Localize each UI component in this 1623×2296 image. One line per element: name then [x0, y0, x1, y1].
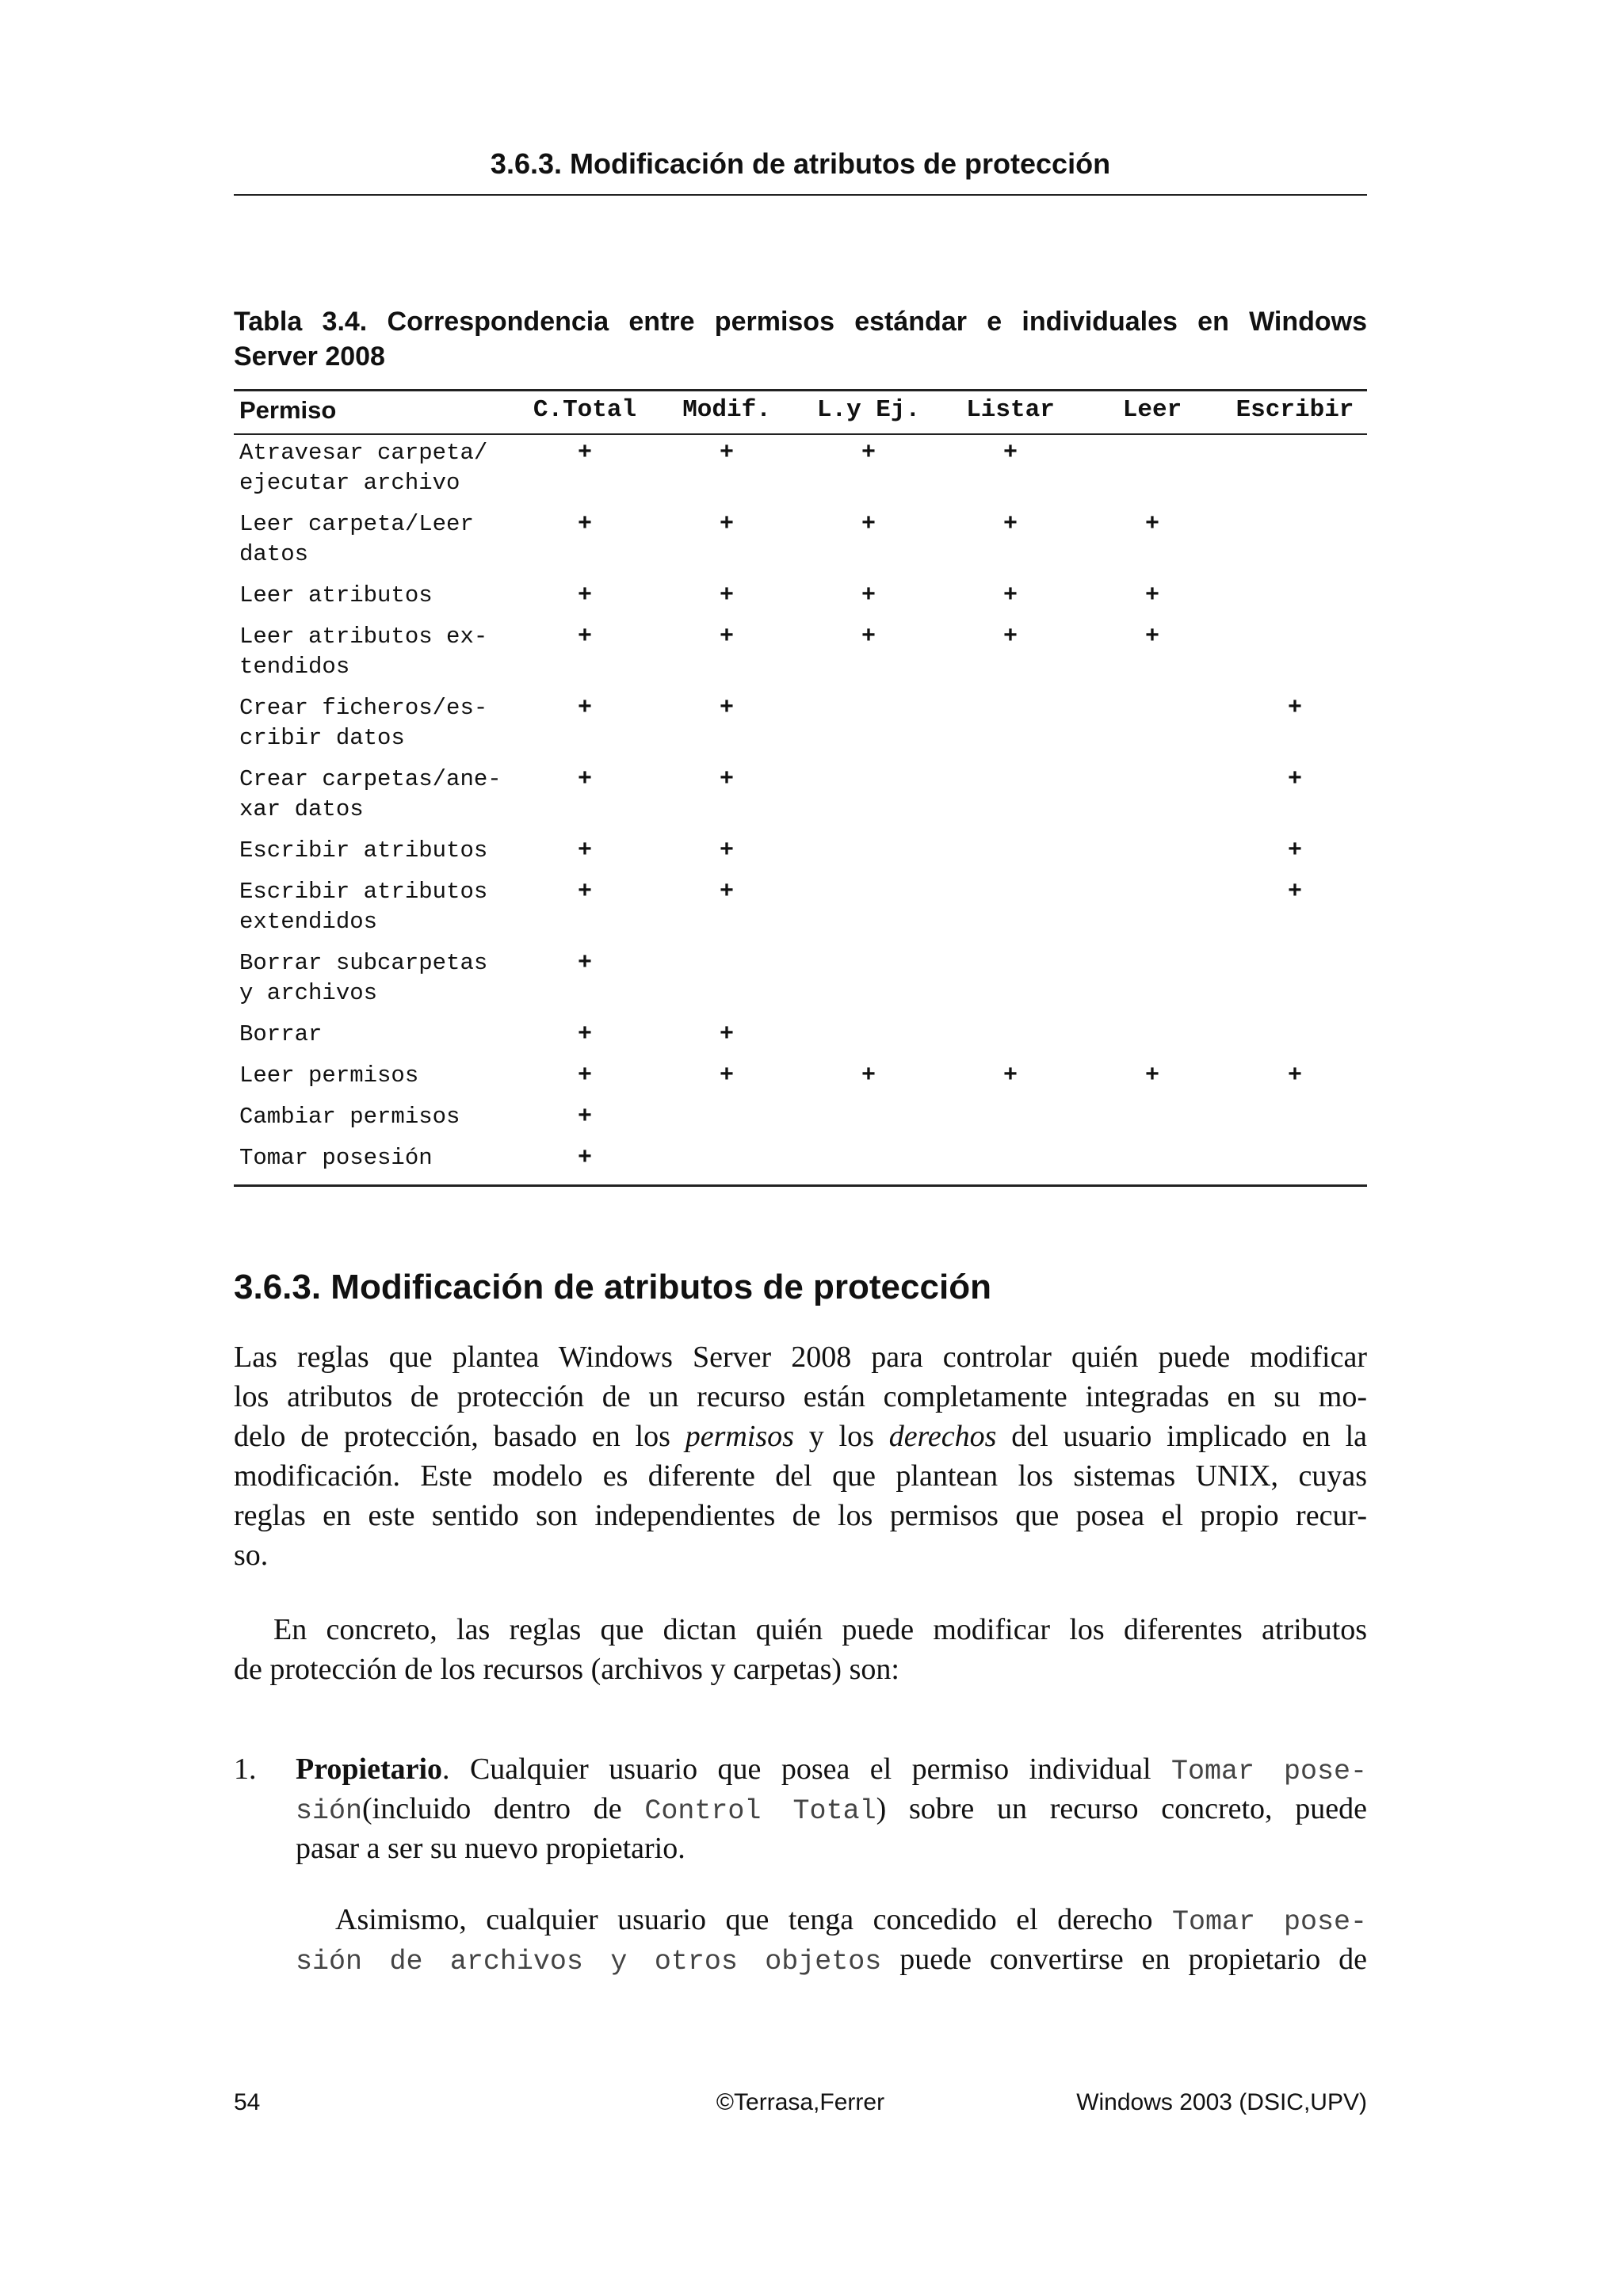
- list-item-line: pasar a ser su nuevo propietario.: [296, 1832, 685, 1865]
- footer-book-title: Windows 2003 (DSIC,UPV): [1076, 2089, 1367, 2115]
- table-header-escribir: Escribir: [1235, 396, 1354, 424]
- table-cell-permiso: Borrar: [239, 1021, 323, 1047]
- table-cell-mark: +: [719, 440, 734, 467]
- table-cell-mark: +: [719, 582, 734, 609]
- table-cell-mark: +: [577, 837, 592, 864]
- table-cell-mark: +: [719, 624, 734, 650]
- table-cell-mark: +: [861, 624, 876, 650]
- paragraph-2: [234, 1610, 1367, 1689]
- emphasis-derechos: derechos: [888, 1420, 997, 1453]
- table-cell-mark: +: [1287, 695, 1302, 722]
- table-cell-mark: +: [1287, 766, 1302, 793]
- paragraph-1-line: reglas en este sentido son independientes de los permisos que posea el propio recur-: [234, 1499, 1367, 1532]
- table-cell-mark: +: [719, 1021, 734, 1048]
- list-item-body: [296, 1749, 1367, 1868]
- header-rule: [234, 194, 1367, 196]
- table-cell-mark: +: [719, 695, 734, 722]
- table-cell-mark: +: [1144, 511, 1159, 538]
- table-cell-mark: +: [1002, 1062, 1018, 1089]
- table-cell-mark: +: [719, 511, 734, 538]
- list-item-line: [296, 1749, 1367, 1789]
- term-propietario: Propietario: [296, 1753, 443, 1786]
- code-run: Tomar pose-: [1171, 1906, 1367, 1938]
- table-top-rule: [234, 389, 1367, 391]
- table-cell-mark: +: [861, 582, 876, 609]
- list-item-number: 1.: [234, 1753, 257, 1786]
- table-cell-mark: +: [861, 511, 876, 538]
- table-header-listar: Listar: [966, 396, 1055, 424]
- table-cell-mark: +: [1144, 1062, 1159, 1089]
- table-cell-mark: +: [861, 1062, 876, 1089]
- paragraph-1-line: [234, 1417, 1367, 1456]
- table-cell-permiso: Borrar subcarpetas y archivos: [239, 950, 488, 1006]
- table-cell-mark: +: [719, 837, 734, 864]
- running-head: 3.6.3. Modificación de atributos de protección: [490, 147, 1111, 180]
- table-cell-mark: +: [1002, 511, 1018, 538]
- table-cell-mark: +: [577, 1145, 592, 1172]
- table-cell-permiso: Cambiar permisos: [239, 1104, 460, 1130]
- code-run: sión: [296, 1795, 363, 1827]
- code-run: sión de archivos y otros objetos: [296, 1946, 882, 1978]
- text-run: (incluido dentro de: [362, 1792, 645, 1825]
- table-cell-mark: +: [577, 1104, 592, 1131]
- table-cell-mark: +: [577, 695, 592, 722]
- table-caption: [234, 304, 1367, 374]
- paragraph-1-line: los atributos de protección de un recurso están completamente integradas en su mo-: [234, 1380, 1367, 1413]
- table-cell-permiso: Leer permisos: [239, 1062, 419, 1089]
- table-cell-mark: +: [1287, 837, 1302, 864]
- list-item-line: [296, 1789, 1367, 1829]
- text-run: delo de protección, basado en los: [234, 1420, 685, 1453]
- table-cell-permiso: Escribir atributos: [239, 837, 488, 864]
- table-caption-line-1: Tabla 3.4. Correspondencia entre permisos estándar e individuales en Windows: [234, 307, 1367, 337]
- list-item-1-paragraph-2: [296, 1900, 1367, 1979]
- paragraph-2-line: de protección de los recursos (archivos y carpetas) son:: [234, 1653, 899, 1686]
- paragraph-2-line: En concreto, las reglas que dictan quién puede modificar los diferentes atributos: [273, 1613, 1367, 1646]
- table-header-leer: Leer: [1122, 396, 1182, 424]
- paragraph-1-line: modificación. Este modelo es diferente del que plantean los sistemas UNIX, cuyas: [234, 1459, 1367, 1493]
- footer-copyright: ©Terrasa,Ferrer: [716, 2089, 885, 2115]
- table-caption-line-2: Server 2008: [234, 341, 385, 372]
- text-run: Asimismo, cualquier usuario que tenga concedido el derecho: [335, 1903, 1172, 1936]
- list-item-line: [296, 1939, 1367, 1979]
- table-cell-mark: +: [577, 511, 592, 538]
- code-run: Control Total: [644, 1795, 876, 1827]
- paragraph-1-line: so.: [234, 1539, 269, 1572]
- table-cell-mark: +: [577, 582, 592, 609]
- table-cell-mark: +: [861, 440, 876, 467]
- paragraph-1-line: Las reglas que plantea Windows Server 2008 para controlar quién puede modificar: [234, 1341, 1367, 1374]
- table-cell-mark: +: [719, 1062, 734, 1089]
- table-cell-permiso: Tomar posesión: [239, 1145, 433, 1171]
- table-cell-mark: +: [577, 1062, 592, 1089]
- table-cell-mark: +: [719, 879, 734, 906]
- table-cell-mark: +: [1002, 624, 1018, 650]
- table-cell-mark: +: [719, 766, 734, 793]
- table-cell-mark: +: [1287, 879, 1302, 906]
- table-cell-mark: +: [1144, 582, 1159, 609]
- table-cell-permiso: Crear ficheros/es- cribir datos: [239, 695, 488, 751]
- paragraph-1: [234, 1337, 1367, 1575]
- text-run: y los: [793, 1420, 889, 1453]
- table-cell-mark: +: [577, 879, 592, 906]
- table-cell-mark: +: [577, 766, 592, 793]
- table-header-permiso: Permiso: [239, 396, 337, 424]
- table-cell-permiso: Escribir atributos extendidos: [239, 879, 488, 935]
- table-cell-mark: +: [577, 624, 592, 650]
- table-cell-mark: +: [1144, 624, 1159, 650]
- table-header-modif: Modif.: [682, 396, 771, 424]
- table-cell-permiso: Leer atributos: [239, 582, 433, 608]
- table-header-rule: [234, 433, 1367, 435]
- table-cell-mark: +: [1002, 582, 1018, 609]
- table-header-lyej: L.y Ej.: [816, 396, 921, 424]
- code-run: Tomar pose-: [1171, 1756, 1367, 1787]
- footer-page-number: 54: [234, 2089, 261, 2115]
- table-cell-mark: +: [1002, 440, 1018, 467]
- text-run: ) sobre un recurso concreto, puede: [876, 1792, 1367, 1825]
- text-run: . Cualquier usuario que posea el permiso individual: [442, 1753, 1172, 1786]
- text-run: puede convertirse en propietario de: [881, 1943, 1367, 1976]
- section-title: 3.6.3. Modificación de atributos de protección: [234, 1268, 991, 1306]
- table-header-ctotal: C.Total: [533, 396, 637, 424]
- list-item-line: [296, 1900, 1367, 1939]
- table-cell-permiso: Crear carpetas/ane- xar datos: [239, 766, 502, 822]
- table-cell-mark: +: [577, 440, 592, 467]
- table-cell-permiso: Atravesar carpeta/ ejecutar archivo: [239, 440, 488, 496]
- table-cell-permiso: Leer atributos ex- tendidos: [239, 624, 488, 680]
- table-bottom-rule: [234, 1184, 1367, 1187]
- text-run: del usuario implicado en la: [996, 1420, 1367, 1453]
- table-cell-permiso: Leer carpeta/Leer datos: [239, 511, 474, 567]
- table-cell-mark: +: [1287, 1062, 1302, 1089]
- emphasis-permisos: permisos: [685, 1420, 794, 1453]
- table-cell-mark: +: [577, 1021, 592, 1048]
- table-cell-mark: +: [577, 950, 592, 977]
